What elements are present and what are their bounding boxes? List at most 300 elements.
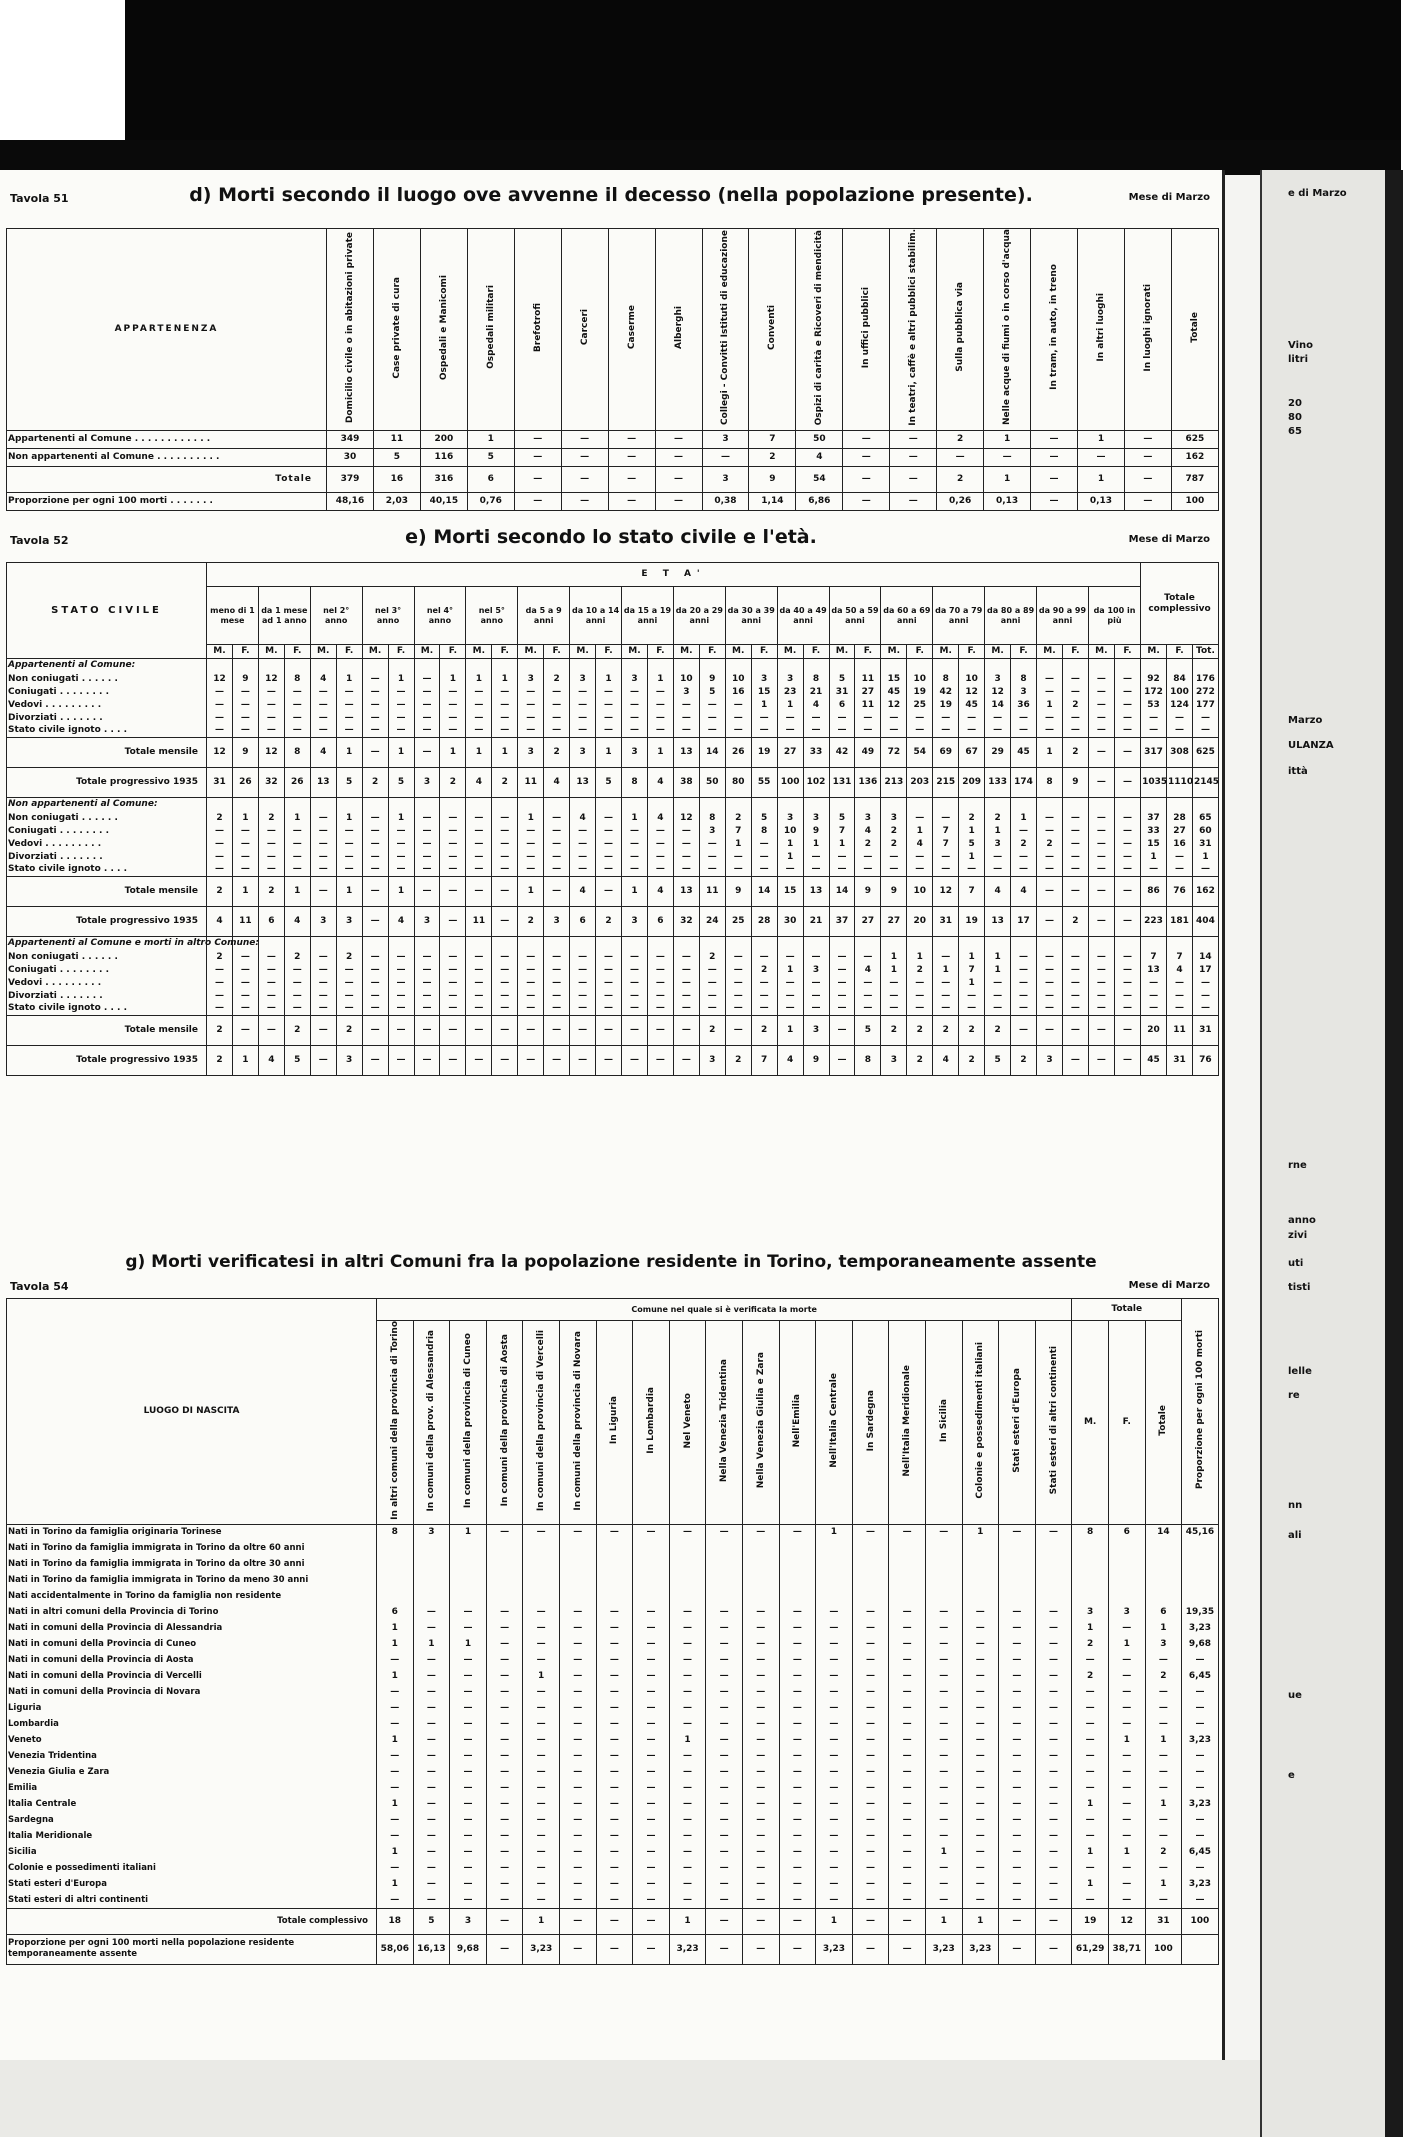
table-cell: —: [518, 851, 544, 864]
table-cell: [1035, 1556, 1072, 1572]
table-cell: —: [633, 1684, 670, 1700]
female-header: F.: [1167, 645, 1193, 659]
table-cell: —: [889, 1860, 926, 1876]
table-cell: —: [1037, 951, 1063, 964]
female-header: F.: [492, 645, 518, 659]
table-cell: —: [377, 1812, 414, 1828]
total-cell: —: [622, 1046, 648, 1076]
total-cell: 5: [855, 1016, 881, 1046]
table-cell: 10: [725, 673, 751, 686]
age-group-header: nel 5° anno: [466, 587, 518, 645]
spacer-cell: [725, 659, 751, 673]
total-cell: 9: [803, 1046, 829, 1076]
table-cell: —: [362, 1003, 388, 1016]
female-header: F.: [1062, 645, 1088, 659]
table-cell: —: [596, 1604, 633, 1620]
age-group-header: da 70 a 79 anni: [933, 587, 985, 645]
age-group-header: nel 2° anno: [310, 587, 362, 645]
column-header-text: Carceri: [579, 309, 590, 346]
spacer-cell: [673, 937, 699, 951]
table-cell: —: [414, 977, 440, 990]
table-cell: —: [647, 686, 673, 699]
row-label: Italia Centrale: [7, 1796, 377, 1812]
table-cell: —: [1167, 712, 1193, 725]
table-cell: —: [633, 1844, 670, 1860]
table-cell: —: [706, 1764, 743, 1780]
table-cell: —: [925, 1652, 962, 1668]
table-cell: 2: [207, 951, 233, 964]
spacer-cell: [1167, 659, 1193, 673]
table-cell: —: [1114, 1003, 1140, 1016]
total-cell: —: [1114, 877, 1140, 907]
table-cell: —: [377, 1652, 414, 1668]
total-cell: 38: [673, 768, 699, 798]
table-cell: 27: [1167, 825, 1193, 838]
table-e: [6, 562, 1219, 1076]
total-cell: 13: [985, 907, 1011, 937]
spacer-cell: [1167, 798, 1193, 812]
table-cell: 1: [816, 1524, 853, 1540]
summary-label: Proporzione per ogni 100 morti nella popolazione residente temporaneamente assente: [7, 1934, 377, 1964]
female-header: F.: [751, 645, 777, 659]
table-cell: 1: [467, 430, 514, 448]
table-cell: —: [751, 712, 777, 725]
table-row: [7, 712, 1219, 725]
header-label: APPARTENENZA: [7, 229, 327, 431]
table-cell: —: [669, 1892, 706, 1908]
table-cell: —: [925, 1780, 962, 1796]
table-cell: —: [1114, 725, 1140, 738]
strip-text: ue: [1288, 1690, 1302, 1701]
strip-text: e: [1288, 1770, 1295, 1781]
total-cell: 317: [1141, 738, 1167, 768]
table-cell: [523, 1588, 560, 1604]
table-cell: 5: [373, 448, 420, 466]
table-cell: 2: [881, 838, 907, 851]
male-header: M.: [466, 645, 492, 659]
total-col-header: [1145, 1321, 1182, 1525]
table-cell: [377, 1556, 414, 1572]
table-cell: 5: [751, 812, 777, 825]
total-cell: 45,16: [1182, 1524, 1219, 1540]
column-header: [925, 1321, 962, 1525]
total-cell: —: [1037, 877, 1063, 907]
total-cell: 49: [855, 738, 881, 768]
table-cell: —: [725, 951, 751, 964]
table-cell: —: [999, 1748, 1036, 1764]
spacer-cell: [907, 937, 933, 951]
spacer-cell: [1088, 659, 1114, 673]
table-cell: 3: [881, 812, 907, 825]
table-cell: —: [907, 725, 933, 738]
total-cell: 7: [751, 1046, 777, 1076]
table-cell: —: [284, 1003, 310, 1016]
table-cell: —: [999, 1812, 1036, 1828]
total-col-header-text: F.: [1122, 1416, 1131, 1427]
table-cell: 1: [959, 977, 985, 990]
total-cell: 2145: [1192, 768, 1218, 798]
table-cell: —: [570, 838, 596, 851]
table-row: [7, 1796, 1219, 1812]
table-cell: —: [881, 725, 907, 738]
total-cell: —: [570, 1046, 596, 1076]
column-header-text: Case private di cura: [391, 276, 402, 379]
table-cell: —: [450, 1892, 487, 1908]
table-cell: —: [466, 699, 492, 712]
table-cell: —: [779, 1684, 816, 1700]
strip-text: anno: [1288, 1215, 1316, 1226]
table-cell: —: [962, 1604, 999, 1620]
table-cell: 124: [1167, 699, 1193, 712]
table-cell: —: [1011, 951, 1037, 964]
table-cell: —: [999, 1716, 1036, 1732]
table-cell: —: [310, 964, 336, 977]
summary-cell: —: [779, 1934, 816, 1964]
table-cell: —: [742, 1796, 779, 1812]
table-cell: —: [596, 1812, 633, 1828]
total-cell: 9: [855, 877, 881, 907]
table-cell: —: [843, 466, 890, 492]
table-cell: —: [544, 951, 570, 964]
spacer-cell: [622, 798, 648, 812]
table-cell: —: [440, 699, 466, 712]
table-cell: —: [706, 1524, 743, 1540]
total-cell: 181: [1167, 907, 1193, 937]
table-cell: [669, 1588, 706, 1604]
table-cell: 8: [284, 673, 310, 686]
table-cell: 16: [373, 466, 420, 492]
table-cell: —: [207, 977, 233, 990]
total-cell: [1182, 1540, 1219, 1556]
table-cell: —: [362, 951, 388, 964]
table-cell: —: [907, 812, 933, 825]
total-row: [7, 738, 1219, 768]
total-cell: 1: [284, 877, 310, 907]
table-cell: —: [523, 1796, 560, 1812]
total-cell: 2: [751, 1016, 777, 1046]
table-cell: —: [907, 712, 933, 725]
total-cell: 86: [1141, 877, 1167, 907]
table-cell: —: [881, 1003, 907, 1016]
total-cell: 6: [1145, 1604, 1182, 1620]
table-cell: —: [699, 864, 725, 877]
section-title: d) Morti secondo il luogo ove avvenne il decesso (nella popolazione presente).: [189, 184, 1033, 206]
table-cell: —: [1011, 990, 1037, 1003]
table-cell: —: [450, 1796, 487, 1812]
table-row: [7, 825, 1219, 838]
table-cell: —: [1062, 725, 1088, 738]
table-cell: —: [258, 838, 284, 851]
row-label: Veneto: [7, 1732, 377, 1748]
table-cell: —: [523, 1732, 560, 1748]
spacer-cell: [284, 798, 310, 812]
age-group-header: da 50 a 59 anni: [829, 587, 881, 645]
table-cell: —: [1062, 951, 1088, 964]
table-cell: —: [514, 448, 561, 466]
column-header: [889, 1321, 926, 1525]
table-cell: —: [1192, 712, 1218, 725]
table-cell: —: [544, 990, 570, 1003]
column-header: [937, 229, 984, 431]
table-cell: —: [1011, 825, 1037, 838]
table-cell: —: [1114, 712, 1140, 725]
table-cell: —: [466, 812, 492, 825]
table-cell: 40,15: [420, 492, 467, 510]
table-cell: —: [413, 1620, 450, 1636]
table-cell: —: [843, 492, 890, 510]
tavola-label: Tavola 52: [10, 534, 69, 547]
total-cell: 4: [777, 1046, 803, 1076]
scan-bottom-area: [0, 2060, 1260, 2137]
female-header: F.: [647, 645, 673, 659]
table-cell: —: [669, 1828, 706, 1844]
total-cell: 19,35: [1182, 1604, 1219, 1620]
table-cell: —: [890, 430, 937, 448]
table-cell: —: [725, 977, 751, 990]
total-cell: 2: [1072, 1636, 1109, 1652]
table-cell: —: [633, 1892, 670, 1908]
table-cell: —: [450, 1732, 487, 1748]
table-cell: —: [1035, 1828, 1072, 1844]
table-cell: —: [596, 1652, 633, 1668]
table-cell: —: [803, 725, 829, 738]
table-cell: —: [925, 1828, 962, 1844]
column-header-text: In teatri, caffè e altri pubblici stabilim.: [908, 229, 919, 426]
table-cell: —: [742, 1780, 779, 1796]
total-cell: 1: [518, 877, 544, 907]
total-cell: —: [1114, 1016, 1140, 1046]
row-label: Vedovi . . . . . . . . .: [7, 977, 207, 990]
spacer-cell: [492, 659, 518, 673]
total-cell: 31: [1192, 1016, 1218, 1046]
total-cell: 3,23: [1182, 1876, 1219, 1892]
table-cell: —: [1088, 977, 1114, 990]
table-cell: 1: [881, 964, 907, 977]
table-cell: —: [258, 686, 284, 699]
total-cell: 27: [881, 907, 907, 937]
table-row: [7, 1636, 1219, 1652]
table-cell: —: [925, 1876, 962, 1892]
total-cell: 1110: [1167, 768, 1193, 798]
table-cell: —: [310, 864, 336, 877]
table-cell: —: [492, 1003, 518, 1016]
table-cell: —: [207, 725, 233, 738]
total-row: [7, 768, 1219, 798]
column-header: [1124, 229, 1171, 431]
table-row: [7, 1700, 1219, 1716]
total-cell: 162: [1192, 877, 1218, 907]
total-cell: 2: [284, 1016, 310, 1046]
table-cell: —: [1035, 1780, 1072, 1796]
summary-cell: —: [706, 1934, 743, 1964]
total-cell: [1182, 1556, 1219, 1572]
table-cell: —: [855, 1003, 881, 1016]
total-cell: —: [544, 877, 570, 907]
table-cell: —: [362, 964, 388, 977]
total-cell: 31: [1167, 1046, 1193, 1076]
column-header: [373, 229, 420, 431]
total-cell: 13: [570, 768, 596, 798]
total-cell: 2: [258, 877, 284, 907]
table-row: [7, 1604, 1219, 1620]
table-cell: —: [647, 838, 673, 851]
table-cell: —: [999, 1732, 1036, 1748]
spacer-cell: [544, 937, 570, 951]
table-cell: —: [925, 1636, 962, 1652]
table-cell: —: [596, 1700, 633, 1716]
total-cell: 20: [907, 907, 933, 937]
table-cell: —: [999, 1524, 1036, 1540]
table-cell: —: [232, 686, 258, 699]
table-row: [7, 864, 1219, 877]
total-cell: —: [1182, 1700, 1219, 1716]
total-cell: 136: [855, 768, 881, 798]
table-cell: [925, 1572, 962, 1588]
total-cell: —: [1072, 1812, 1109, 1828]
table-cell: 2: [985, 812, 1011, 825]
table-cell: —: [829, 951, 855, 964]
column-header-text: Nella Venezia Tridentina: [719, 1358, 730, 1482]
table-cell: 1: [336, 812, 362, 825]
table-cell: —: [492, 990, 518, 1003]
table-cell: —: [486, 1636, 523, 1652]
table-cell: 7: [933, 838, 959, 851]
table-cell: —: [779, 1796, 816, 1812]
table-cell: —: [633, 1716, 670, 1732]
block-title: Appartenenti al Comune e morti in altro Comune:: [7, 937, 207, 951]
table-cell: 6: [467, 466, 514, 492]
table-cell: —: [440, 851, 466, 864]
total-cell: 12: [933, 877, 959, 907]
table-cell: 1: [1141, 851, 1167, 864]
table-cell: —: [414, 812, 440, 825]
table-cell: —: [673, 712, 699, 725]
table-cell: —: [450, 1764, 487, 1780]
spacer-cell: [466, 937, 492, 951]
spacer-cell: [959, 937, 985, 951]
table-cell: [999, 1540, 1036, 1556]
spacer-cell: [596, 937, 622, 951]
table-cell: —: [1062, 838, 1088, 851]
total-cell: —: [1108, 1892, 1145, 1908]
table-cell: —: [852, 1892, 889, 1908]
table-row: [7, 430, 1219, 448]
table-cell: 15: [881, 673, 907, 686]
spacer-cell: [258, 937, 284, 951]
spacer-cell: [284, 937, 310, 951]
total-row: [7, 877, 1219, 907]
table-cell: 3: [518, 673, 544, 686]
table-cell: 1,14: [749, 492, 796, 510]
table-cell: —: [742, 1812, 779, 1828]
table-cell: 3: [803, 812, 829, 825]
table-cell: —: [284, 725, 310, 738]
table-cell: —: [779, 1876, 816, 1892]
table-cell: 14: [1192, 951, 1218, 964]
total-cell: 8: [622, 768, 648, 798]
summary-total-cell: 19: [1072, 1908, 1109, 1934]
table-cell: —: [962, 1796, 999, 1812]
table-cell: —: [486, 1796, 523, 1812]
total-cell: 3: [414, 768, 440, 798]
total-label: Totale mensile: [7, 877, 207, 907]
table-cell: —: [1037, 825, 1063, 838]
column-header-text: In Lombardia: [645, 1387, 656, 1454]
total-cell: 3: [336, 907, 362, 937]
total-cell: 19: [959, 907, 985, 937]
table-cell: 27: [855, 686, 881, 699]
table-cell: —: [1062, 712, 1088, 725]
summary-cell: 9,68: [450, 1934, 487, 1964]
summary-cell: —: [1035, 1908, 1072, 1934]
table-cell: —: [486, 1844, 523, 1860]
summary-cell: —: [742, 1908, 779, 1934]
total-cell: 76: [1167, 877, 1193, 907]
table-cell: 2: [544, 673, 570, 686]
summary-cell: 1: [816, 1908, 853, 1934]
total-cell: —: [1114, 907, 1140, 937]
table-cell: —: [622, 725, 648, 738]
row-label: Sicilia: [7, 1844, 377, 1860]
table-row: [7, 951, 1219, 964]
table-cell: —: [855, 725, 881, 738]
table-cell: —: [440, 864, 466, 877]
summary-cell: 3,23: [669, 1934, 706, 1964]
table-cell: —: [889, 1524, 926, 1540]
table-cell: —: [414, 686, 440, 699]
table-cell: 60: [1192, 825, 1218, 838]
table-cell: —: [608, 430, 655, 448]
total-cell: 3,23: [1182, 1620, 1219, 1636]
total-cell: —: [440, 877, 466, 907]
male-header: M.: [673, 645, 699, 659]
summary-total-cell: 100: [1145, 1934, 1182, 1964]
table-cell: —: [336, 825, 362, 838]
table-cell: —: [492, 951, 518, 964]
table-cell: [962, 1540, 999, 1556]
table-cell: [816, 1588, 853, 1604]
table-cell: 31: [1192, 838, 1218, 851]
table-cell: —: [779, 1812, 816, 1828]
table-cell: —: [207, 990, 233, 1003]
spacer-cell: [518, 659, 544, 673]
total-cell: —: [1088, 1016, 1114, 1046]
spacer-cell: [751, 659, 777, 673]
spacer-cell: [959, 798, 985, 812]
table-cell: —: [336, 699, 362, 712]
total-cell: 1: [1072, 1876, 1109, 1892]
total-cell: 67: [959, 738, 985, 768]
table-cell: —: [518, 977, 544, 990]
table-cell: —: [596, 1844, 633, 1860]
table-cell: 1: [492, 673, 518, 686]
table-cell: 1: [1078, 466, 1125, 492]
table-cell: [999, 1588, 1036, 1604]
spacer-cell: [985, 798, 1011, 812]
spacer-cell: [207, 798, 233, 812]
total-cell: 2: [362, 768, 388, 798]
table-cell: 50: [796, 430, 843, 448]
table-cell: 53: [1141, 699, 1167, 712]
table-cell: —: [1037, 673, 1063, 686]
male-header: M.: [1037, 645, 1063, 659]
table-cell: —: [777, 990, 803, 1003]
table-cell: —: [779, 1620, 816, 1636]
table-cell: [706, 1588, 743, 1604]
table-cell: [962, 1556, 999, 1572]
table-cell: —: [673, 838, 699, 851]
spacer-cell: [829, 798, 855, 812]
